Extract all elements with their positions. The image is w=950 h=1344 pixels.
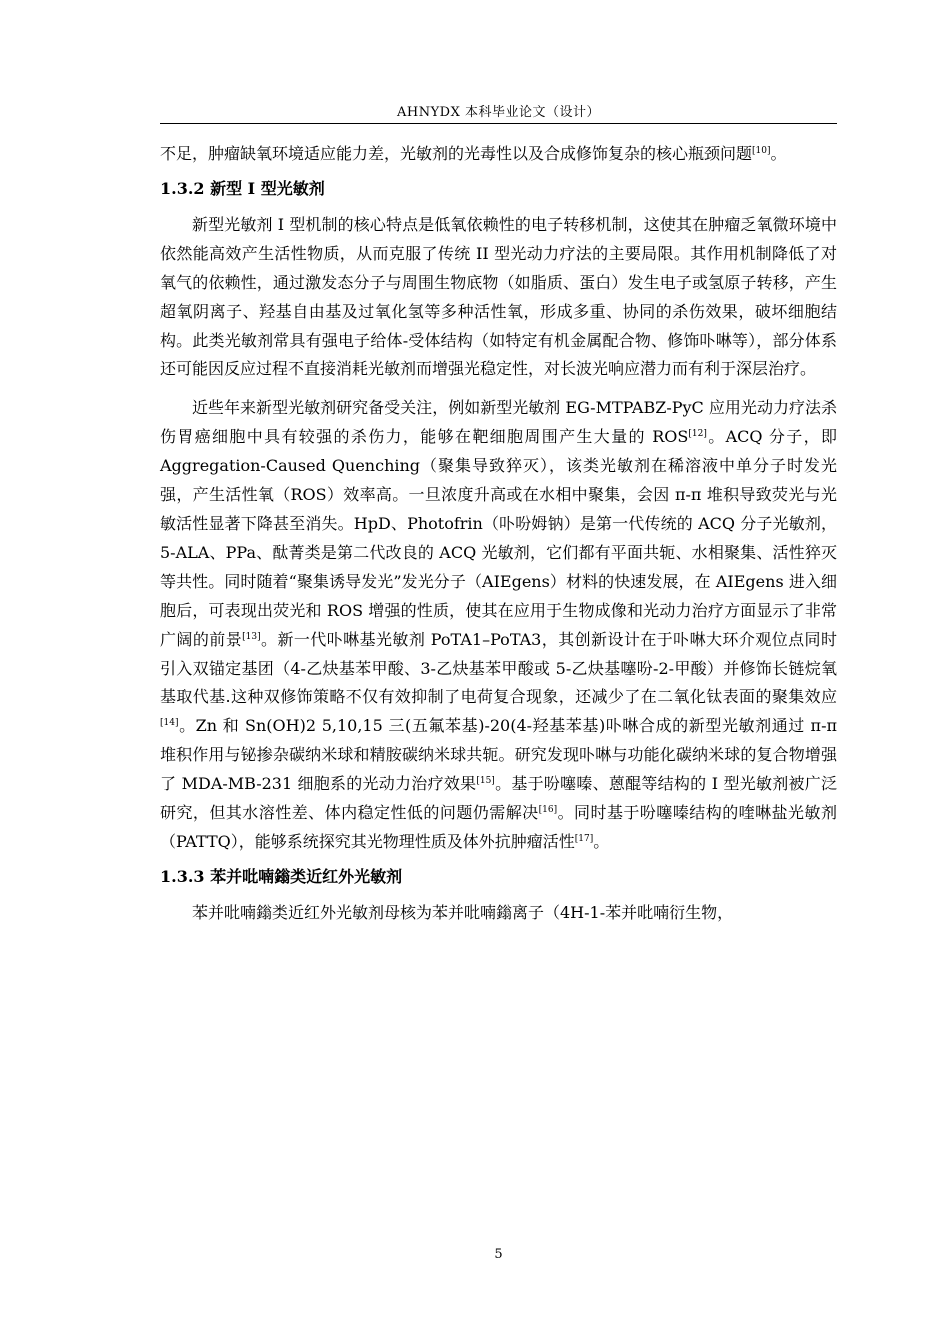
section-heading-1-3-2: 1.3.2 新型 I 型光敏剂	[160, 178, 325, 198]
citation-ref: [12]	[688, 429, 707, 440]
citation-ref: [16]	[538, 805, 558, 816]
paragraph-text: 近些年来新型光敏剂研究备受关注，例如新型光敏剂 EG-MTPABZ-PyC 应用光动力疗法杀伤胃癌细胞中具有较强的杀伤力，能够在靶细胞周围产生大量的 ROS	[160, 398, 837, 447]
citation-ref: [14]	[160, 718, 179, 729]
paragraph-text: 。	[593, 831, 610, 851]
citation-ref: [13]	[242, 631, 261, 642]
paragraph-benzopyrylium: 苯并吡喃鎓类近红外光敏剂母核为苯并吡喃鎓离子（4H-1-苯并吡喃衍生物，	[192, 902, 734, 922]
paragraph-text: 。ACQ 分子，即 Aggregation-Caused Quenching（聚集导致猝灭），该类光敏剂在稀溶液中单分子时发光强，产生活性氧（ROS）效率高。一旦浓度升高或在水相中聚集，会因 π-π 堆积导致荧光与光敏活性显著下降甚至消失。HpD、Photofrin（卟吩姆钠）是第一代传统的 ACQ 分子光敏剂，5-ALA、PPa、酞菁类是第二代改良的 ACQ 光敏剂，它们都有平面共轭、水相聚集、活性猝灭等共性。同时随着“聚集诱导发光”发光分子（AIEgens）材料的快速发展，在 AIEgens 进入细胞后，可表现出荧光和 ROS 增强的性质，使其在应用于生物成像和光动力治疗方面显示了非常广阔的前景	[160, 427, 837, 649]
citation-ref: [15]	[476, 776, 495, 787]
paragraph-recent-research	[160, 394, 837, 857]
section-heading-1-3-3: 1.3.3 苯并吡喃鎓类近红外光敏剂	[160, 866, 403, 886]
citation-ref: [17]	[574, 833, 594, 844]
page-number: 5	[494, 1247, 503, 1262]
page-body	[160, 140, 837, 928]
citation-ref: [10]	[752, 146, 771, 156]
paragraph-text: 。Zn 和 Sn(OH)2 5,10,15 三(五氟苯基)-20(4-羟基苯基)卟啉合成的新型光敏剂通过 π-π 堆积作用与铋掺杂碳纳米球和精胺碳纳米球共轭。研究发现卟啉与功能化碳纳米球的复合物增强了 MDA-MB-231 细胞系的光动力治疗效果	[160, 716, 837, 794]
paragraph-type-i-mechanism: 新型光敏剂 I 型机制的核心特点是低氧依赖性的电子转移机制，这使其在肿瘤乏氧微环境中依然能高效产生活性物质，从而克服了传统 II 型光动力疗法的主要局限。其作用机制降低了对氧气的依赖性，通过激发态分子与周围生物底物（如脂质、蛋白）发生电子或氢原子转移，产生超氧阴离子、羟基自由基及过氧化氢等多种活性氧，形成多重、协同的杀伤效果，破坏细胞结构。此类光敏剂常具有强电子给体-受体结构（如特定有机金属配合物、修饰卟啉等），部分体系还可能因反应过程不直接消耗光敏剂而增强光稳定性，对长波光响应潜力而有利于深层治疗。	[160, 214, 837, 379]
running-header: AHNYDX 本科毕业论文（设计）	[397, 105, 600, 120]
paragraph-continuation	[160, 140, 837, 169]
paragraph-text: 不足，肿瘤缺氧环境适应能力差，光敏剂的光毒性以及合成修饰复杂的核心瓶颈问题	[160, 144, 753, 163]
paragraph-text: 。同时基于吩噻嗪结构的喹啉盐光敏剂（PATTQ），能够系统探究其光物理性质及体外抗肿瘤活性	[160, 803, 837, 851]
paragraph-text: 。	[770, 144, 787, 163]
paragraph-text: 。新一代卟啉基光敏剂 PoTA1–PoTA3，其创新设计在于卟啉大环介观位点同时引入双锚定基团（4-乙炔基苯甲酸、3-乙炔基苯甲酸或 5-乙炔基噻吩-2-甲酸）并修饰长链烷氧基取代基.这种双修饰策略不仅有效抑制了电荷复合现象，还减少了在二氧化钛表面的聚集效应	[160, 629, 837, 707]
paragraph-text: 。基于吩噻嗪、蒽醌等结构的 I 型光敏剂被广泛研究，但其水溶性差、体内稳定性低的问题仍需解决	[160, 774, 837, 823]
header-rule	[160, 123, 837, 124]
